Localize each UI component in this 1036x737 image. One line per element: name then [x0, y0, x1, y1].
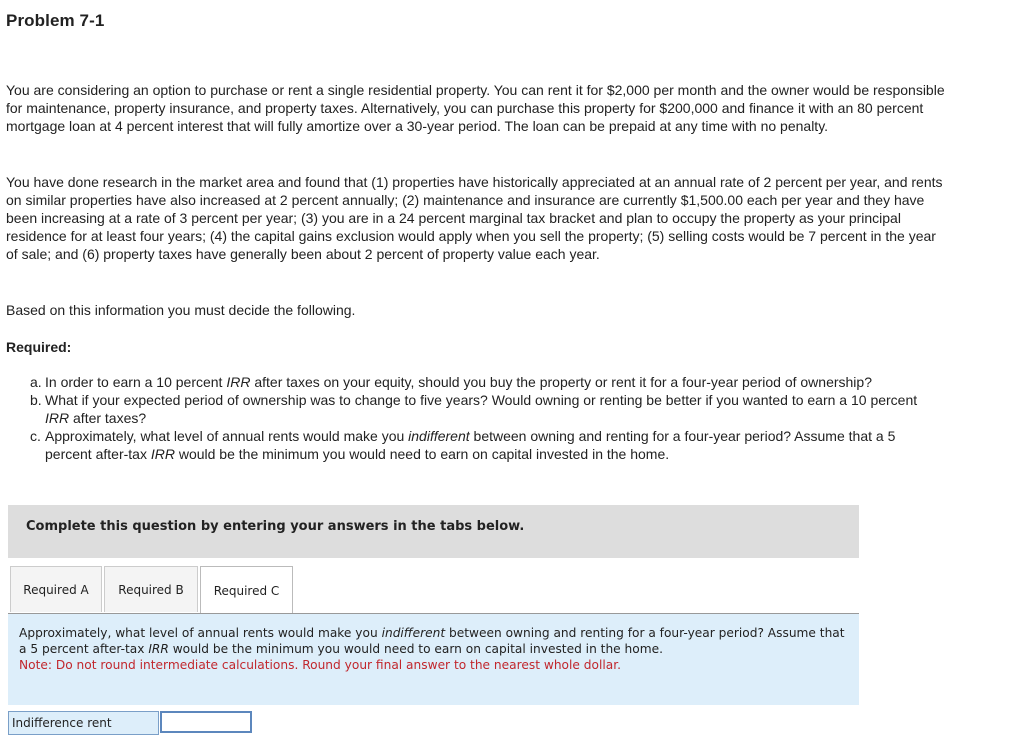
instruction-banner	[8, 505, 859, 558]
tab-bar	[10, 566, 295, 614]
text-run: In order to earn a 10 percent	[45, 374, 227, 390]
text-run: Approximately, what level of annual rents would make you	[45, 428, 409, 444]
text-run: after taxes on your equity, should you buy the property or rent it for a four-year period of ownership?	[250, 374, 872, 390]
text-run: would be the minimum you would need to earn on capital invested in the home.	[168, 642, 663, 656]
emphasis-text: IRR	[148, 642, 169, 656]
required-item-text	[45, 391, 945, 427]
required-item-a	[30, 373, 945, 391]
emphasis-text: indifferent	[408, 428, 470, 444]
intro-paragraph-1: You are considering an option to purchase or rent a single residential property. You can rent it for $2,000 per month and the owner would be responsible for maintenance, property insurance, and property taxes. Alternatively, you can purchase this property for $200,000 and finance it with an 80 percent mortgage loan at 4 percent interest that will fully amortize over a 30-year period. The loan can be prepaid at any time with no penalty.	[6, 82, 945, 134]
tab-required-c[interactable]: Required C	[200, 566, 293, 614]
tab-required-a[interactable]: Required A	[10, 566, 102, 612]
text-run: after taxes?	[69, 410, 147, 426]
emphasis-text: indifferent	[381, 626, 446, 640]
required-item-letter: a.	[30, 374, 42, 390]
rounding-note: Note: Do not round intermediate calculations. Round your final answer to the nearest whole dollar.	[19, 658, 621, 672]
required-item-b	[30, 391, 945, 427]
text-run: What if your expected period of ownership was to change to five years? Would owning or renting be better if you wanted to earn a 10 percent	[45, 392, 918, 408]
indifference-rent-label: Indifference rent	[8, 711, 159, 735]
text-run: between owning and renting for a four-year period? Assume that a 5 percent after-tax	[45, 428, 896, 462]
text-run: Approximately, what level of annual rents would make you	[19, 626, 382, 640]
intro-paragraph-3: Based on this information you must decide the following.	[6, 302, 356, 318]
problem-title: Problem 7-1	[6, 11, 105, 30]
text-run: between owning and renting for a four-year period? Assume that a 5 percent after-tax	[19, 626, 845, 656]
tab-required-b[interactable]: Required B	[104, 566, 198, 612]
answer-row	[8, 711, 252, 735]
required-list	[30, 373, 945, 463]
required-heading: Required:	[6, 339, 72, 355]
required-item-letter: b.	[30, 392, 42, 408]
text-run: would be the minimum you would need to earn on capital invested in the home.	[174, 446, 670, 462]
emphasis-text: IRR	[226, 374, 251, 390]
instruction-banner-text: Complete this question by entering your answers in the tabs below.	[26, 519, 525, 534]
emphasis-text: IRR	[45, 410, 70, 426]
required-item-text	[45, 427, 945, 463]
indifference-rent-input[interactable]	[160, 711, 252, 733]
required-item-text	[45, 373, 945, 391]
emphasis-text: IRR	[150, 446, 175, 462]
required-item-letter: c.	[30, 428, 41, 444]
intro-paragraph-2: You have done research in the market area and found that (1) properties have historically appreciated at an annual rate of 2 percent per year, and rents on similar properties have also increased at 2 percent annually; (2) maintenance and insurance are currently $1,500.00 each per year and they have been increasing at a rate of 3 percent per year; (3) you are in a 24 percent marginal tax bracket and plan to occupy the property as your principal residence for at least four years; (4) the capital gains exclusion would apply when you sell the property; (5) selling costs would be 7 percent in the year of sale; and (6) property taxes have generally been about 2 percent of property value each year.	[6, 174, 943, 262]
required-item-c	[30, 427, 945, 463]
question-panel	[8, 614, 859, 705]
question-panel-text	[19, 625, 849, 673]
